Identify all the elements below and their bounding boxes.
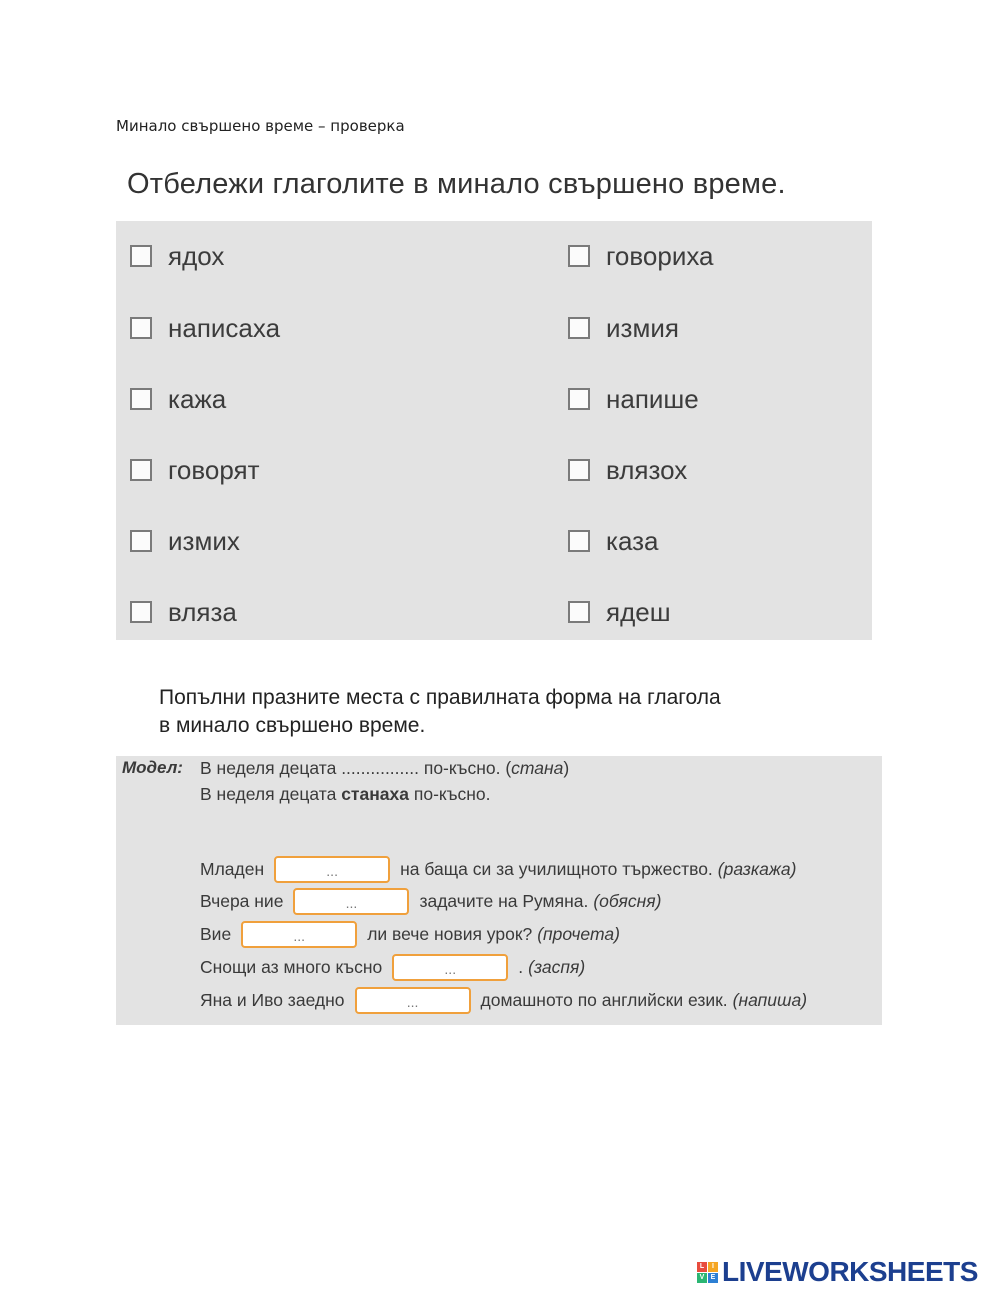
sentence-start: Яна и Иво заедно	[200, 990, 345, 1010]
model-answer: станаха	[341, 784, 410, 804]
check-label: напише	[606, 383, 699, 414]
checkbox-panel	[116, 221, 872, 640]
checkbox[interactable]	[568, 317, 590, 339]
document-title: Минало свършено време – проверка	[116, 117, 405, 135]
sentence-start: Снощи аз много късно	[200, 957, 383, 977]
check-label: влязох	[606, 454, 688, 485]
check-label: говорят	[168, 454, 260, 485]
model-example-line	[200, 758, 569, 779]
sentence-end: задачите на Румяна.	[419, 891, 589, 911]
answer-input[interactable]: ...	[392, 954, 508, 981]
model-label: Модел:	[122, 758, 183, 777]
model-text-end: по-късно.	[409, 784, 491, 804]
check-item[interactable]	[130, 521, 240, 561]
logo-block: V	[697, 1273, 707, 1283]
sentence-end: на баща си за училищното тържество.	[400, 859, 713, 879]
fill-in-panel	[116, 756, 882, 1025]
checkbox[interactable]	[568, 601, 590, 623]
checkbox[interactable]	[568, 245, 590, 267]
model-answer-line	[200, 784, 491, 805]
model-text-end: )	[563, 758, 570, 778]
check-label: измия	[606, 312, 679, 343]
verb-hint: (разкажа)	[717, 859, 797, 879]
answer-input[interactable]: ...	[355, 987, 471, 1014]
verb-hint: (заспя)	[528, 957, 586, 977]
checkbox[interactable]	[568, 459, 590, 481]
logo-block: I	[708, 1262, 718, 1272]
check-item[interactable]	[568, 521, 659, 561]
liveworksheets-logo	[697, 1256, 978, 1288]
checkbox[interactable]	[568, 388, 590, 410]
check-label: ядеш	[606, 596, 671, 627]
answer-input[interactable]: ...	[241, 921, 357, 948]
verb-hint: (прочета)	[537, 924, 620, 944]
check-label: каза	[606, 525, 659, 556]
check-item[interactable]	[568, 236, 714, 276]
check-item[interactable]	[568, 308, 679, 348]
model-hint: стана	[511, 758, 564, 778]
check-item[interactable]	[568, 379, 699, 419]
checkbox[interactable]	[130, 459, 152, 481]
check-label: говориха	[606, 240, 714, 271]
checkbox[interactable]	[130, 245, 152, 267]
task2-title-line2: в минало свършено време.	[159, 714, 426, 737]
check-label: ядох	[168, 240, 225, 271]
checkbox[interactable]	[130, 317, 152, 339]
sentence-row	[200, 987, 807, 1014]
sentence-row	[200, 954, 585, 981]
checkbox[interactable]	[130, 388, 152, 410]
model-text: В неделя децата	[200, 784, 342, 804]
verb-hint: (обясня)	[593, 891, 662, 911]
check-item[interactable]	[130, 592, 237, 632]
sentence-row	[200, 921, 620, 948]
check-item[interactable]	[130, 236, 224, 276]
task2-title	[159, 684, 721, 740]
sentence-start: Вие	[200, 924, 232, 944]
verb-hint: (напиша)	[732, 990, 808, 1010]
sentence-end: ли вече новия урок?	[367, 924, 533, 944]
sentence-row	[200, 888, 661, 915]
logo-blocks-icon	[697, 1262, 718, 1283]
check-label: вляза	[168, 596, 237, 627]
checkbox[interactable]	[130, 530, 152, 552]
check-label: кажа	[168, 383, 227, 414]
logo-text: LIVEWORKSHEETS	[722, 1256, 978, 1287]
answer-input[interactable]: ...	[274, 856, 390, 883]
check-label: написаха	[168, 312, 281, 343]
sentence-end: домашното по английски език.	[480, 990, 728, 1010]
check-item[interactable]	[130, 450, 260, 490]
check-label: измих	[168, 525, 240, 556]
check-item[interactable]	[568, 450, 687, 490]
checkbox[interactable]	[130, 601, 152, 623]
model-text: В неделя децата ................ по-късно. (	[200, 758, 512, 778]
logo-block: L	[697, 1262, 707, 1272]
sentence-start: Вчера ние	[200, 891, 284, 911]
task1-title: Отбележи глаголите в минало свършено време.	[127, 168, 786, 200]
sentence-row	[200, 856, 796, 883]
check-item[interactable]	[130, 308, 280, 348]
logo-block: E	[708, 1273, 718, 1283]
check-item[interactable]	[130, 379, 226, 419]
sentence-start: Младен	[200, 859, 265, 879]
task2-title-line1: Попълни празните места с правилната форма на глагола	[159, 686, 721, 709]
answer-input[interactable]: ...	[293, 888, 409, 915]
checkbox[interactable]	[568, 530, 590, 552]
check-item[interactable]	[568, 592, 671, 632]
sentence-end: .	[518, 957, 524, 977]
